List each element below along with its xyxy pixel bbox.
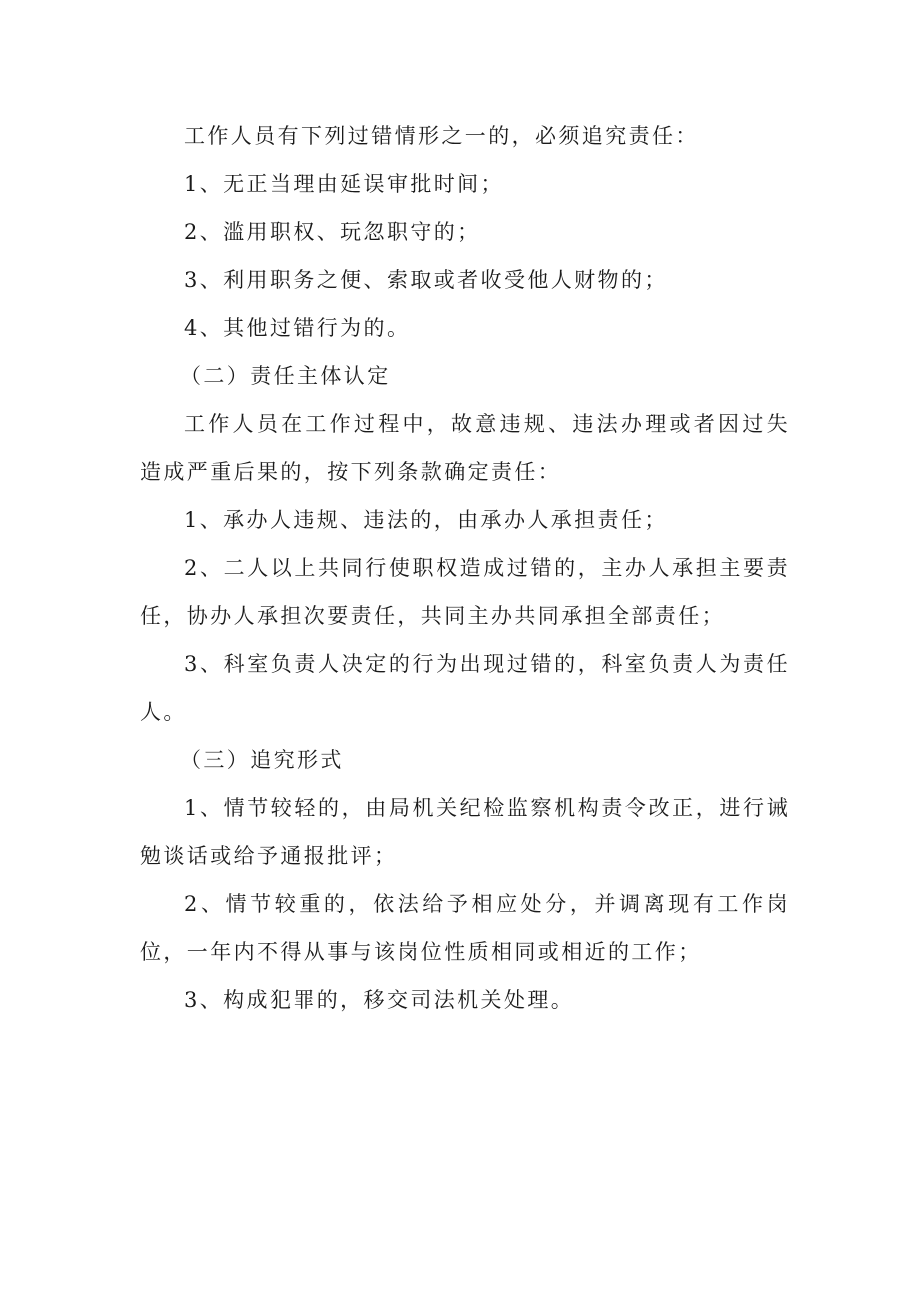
- paragraph-item-1: 1、无正当理由延误审批时间；: [184, 172, 504, 196]
- section-heading-3: （三）追究形式: [180, 748, 344, 772]
- document-body: [140, 112, 790, 1024]
- paragraph-form-3: 3、构成犯罪的，移交司法机关处理。: [184, 988, 575, 1012]
- paragraph-responsibility-3: 3、科室负责人决定的行为出现过错的，科室负责人为责任人。: [140, 652, 790, 724]
- paragraph-form-1: 1、情节较轻的，由局机关纪检监察机构责令改正，进行诫勉谈话或给予通报批评；: [140, 796, 790, 868]
- paragraph-item-3: 3、利用职务之便、索取或者收受他人财物的；: [184, 268, 668, 292]
- paragraph-item-2: 2、滥用职权、玩忽职守的；: [184, 220, 481, 244]
- paragraph-item-4: 4、其他过错行为的。: [184, 316, 411, 340]
- paragraph-intro: 工作人员有下列过错情形之一的，必须追究责任：: [184, 124, 699, 148]
- section-heading-2: （二）责任主体认定: [180, 364, 391, 388]
- paragraph-responsibility-2: 2、二人以上共同行使职权造成过错的，主办人承担主要责任，协办人承担次要责任，共同主办共同承担全部责任；: [140, 556, 790, 628]
- paragraph-responsibility-1: 1、承办人违规、违法的，由承办人承担责任；: [184, 508, 668, 532]
- paragraph-responsibility-intro: 工作人员在工作过程中，故意违规、违法办理或者因过失造成严重后果的，按下列条款确定责任：: [140, 412, 790, 484]
- paragraph-form-2: 2、情节较重的，依法给予相应处分，并调离现有工作岗位，一年内不得从事与该岗位性质相同或相近的工作；: [140, 892, 790, 964]
